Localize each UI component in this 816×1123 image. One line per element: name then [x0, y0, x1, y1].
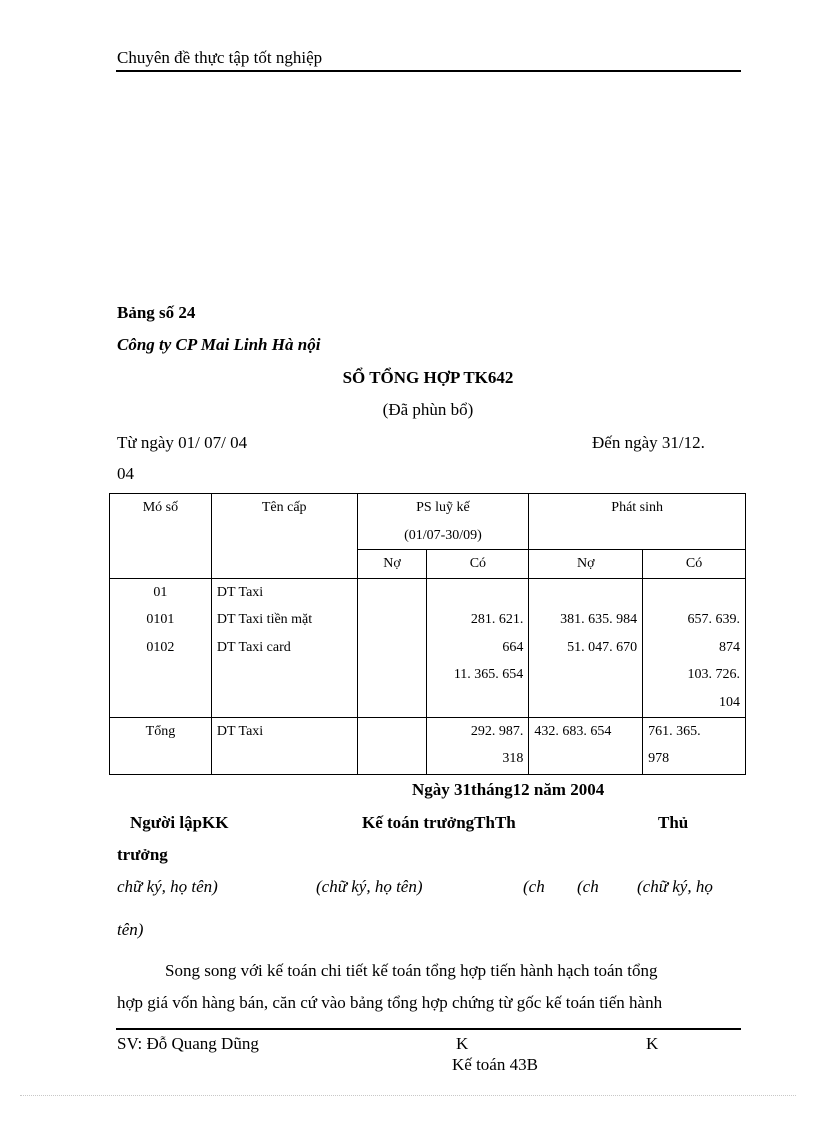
date-from: Từ ngày 01/ 07/ 04 [117, 433, 248, 452]
total-period-co [643, 717, 746, 774]
sub-period-co: Có [643, 550, 746, 579]
period-co-value: 657. 639. [687, 612, 740, 627]
cum-co-value: 281. 621. [470, 612, 524, 627]
period-co-value: 874 [719, 639, 740, 655]
sign-note: (ch [523, 877, 545, 896]
ledger-table [109, 493, 746, 775]
footer-k1: K [456, 1034, 469, 1053]
period-no-cell [529, 578, 643, 717]
footer-student: SV: Đỗ Quang Dũng [117, 1034, 259, 1053]
table-row [110, 578, 746, 717]
document-subtitle: (Đã phùn bổ) [382, 400, 474, 419]
signed-date: Ngày 31tháng12 năm 2004 [412, 780, 605, 799]
table-header-row [110, 494, 746, 550]
preparer-label: Người lậpKK [130, 813, 229, 832]
period-co-value: 103. 726. [687, 667, 740, 682]
page-edge-divider [20, 1095, 796, 1096]
footer-rule [116, 1028, 741, 1030]
header-cumulative-range: (01/07-30/09) [404, 527, 482, 543]
sign-note: chữ ký, họ tên) [117, 877, 218, 896]
row-name: DT Taxi [216, 584, 264, 600]
codes-cell [110, 578, 212, 717]
total-name: DT Taxi [211, 717, 357, 774]
sign-note: (chữ ký, họ [637, 877, 713, 896]
cum-no-cell [357, 578, 427, 717]
cum-co-value: 664 [502, 639, 524, 655]
header-rule [116, 70, 741, 72]
total-period-co-value: 761. 365. [648, 723, 701, 739]
names-cell [211, 578, 357, 717]
total-period-co-value: 978 [648, 751, 670, 766]
sub-period-no: Nợ [529, 550, 643, 579]
total-period-no: 432. 683. 654 [529, 717, 643, 774]
total-cum-co-value: 318 [502, 751, 524, 766]
row-code: 01 [153, 584, 168, 600]
period-co-value: 104 [719, 694, 740, 710]
chief-accountant-label: Kế toán trưởngThTh [362, 813, 516, 832]
head-label: Thủ [658, 813, 689, 832]
footer-k2: K [646, 1034, 659, 1053]
head-label-cont: trưởng [117, 845, 168, 864]
header-cumulative [357, 494, 529, 550]
document-title: SỔ TỔNG HỢP TK642 [342, 368, 514, 387]
paragraph-line-1: Song song với kế toán chi tiết kế toán tổng hợp tiến hành hạch toán tổng [165, 961, 658, 980]
row-name: DT Taxi tiền mặt [216, 612, 313, 627]
sub-cum-co: Có [427, 550, 529, 579]
period-no-value: 381. 635. 984 [560, 612, 638, 627]
period-co-cell [643, 578, 746, 717]
header-code: Mó số [110, 494, 212, 579]
total-cum-co [427, 717, 529, 774]
total-cum-no [357, 717, 427, 774]
table-total-row [110, 717, 746, 774]
total-label: Tổng [110, 717, 212, 774]
company-name: Công ty CP Mai Linh Hà nội [117, 335, 321, 354]
sign-note: (chữ ký, họ tên) [316, 877, 423, 896]
date-to-continuation: 04 [117, 464, 134, 483]
header-title: Chuyên đề thực tập tốt nghiệp [117, 48, 323, 67]
sign-note: (ch [577, 877, 599, 896]
period-no-value: 51. 047. 670 [567, 639, 638, 655]
cum-co-value: 11. 365. 654 [453, 667, 524, 682]
cum-co-cell [427, 578, 529, 717]
header-name: Tên cấp [211, 494, 357, 579]
paragraph-line-2: hợp giá vốn hàng bán, căn cứ vào bảng tổng hợp chứng từ gốc kế toán tiến hành [117, 993, 663, 1012]
row-name: DT Taxi card [216, 639, 291, 655]
sub-cum-no: Nợ [357, 550, 427, 579]
header-cumulative-label: PS luỹ kế [416, 500, 470, 515]
footer-class: Kế toán 43B [452, 1055, 538, 1074]
date-to: Đến ngày 31/12. [592, 433, 705, 452]
row-code: 0101 [146, 612, 175, 627]
total-cum-co-value: 292. 987. [470, 723, 524, 739]
sign-note-cont: tên) [117, 920, 144, 939]
row-code: 0102 [146, 639, 175, 655]
header-period: Phát sinh [529, 494, 746, 550]
table-number: Bảng số 24 [117, 303, 196, 322]
